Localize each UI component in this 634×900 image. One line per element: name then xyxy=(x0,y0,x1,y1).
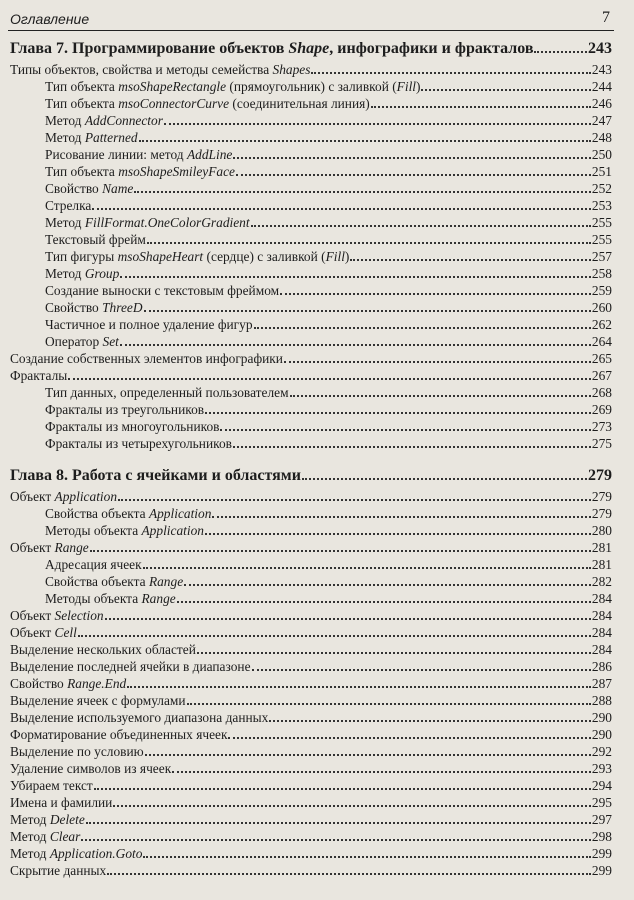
chapter-heading xyxy=(10,467,612,489)
entry-title xyxy=(10,489,117,505)
entry-title xyxy=(10,693,186,709)
dot-leader xyxy=(143,856,590,858)
title-part: Range xyxy=(54,540,89,555)
toc-entry xyxy=(10,608,612,625)
title-part: Shapes xyxy=(272,62,311,77)
dot-leader xyxy=(233,446,591,448)
page-ref: 281 xyxy=(591,540,612,555)
dot-leader xyxy=(252,669,591,671)
toc-entry xyxy=(10,368,612,385)
toc-entry xyxy=(10,351,612,368)
title-part: Метод xyxy=(45,113,85,128)
toc-entry xyxy=(10,130,612,147)
title-part: Глава 8. Работа с ячейками и областями xyxy=(10,467,301,484)
dot-leader xyxy=(254,327,591,329)
toc-entry xyxy=(10,266,612,283)
toc-entry xyxy=(10,591,612,608)
title-part: Range xyxy=(148,574,184,589)
dot-leader xyxy=(184,584,591,586)
running-head: Оглавление xyxy=(10,11,90,27)
dot-leader xyxy=(290,395,591,397)
toc-entry xyxy=(10,506,612,523)
entry-title xyxy=(45,591,176,607)
dot-leader xyxy=(144,310,591,312)
entry-title xyxy=(10,863,106,879)
toc-entry xyxy=(10,317,612,334)
toc-entry xyxy=(10,744,612,761)
dot-leader xyxy=(94,788,591,790)
toc-entry xyxy=(10,863,612,880)
toc-entry xyxy=(10,557,612,574)
entry-title xyxy=(45,402,204,418)
title-part: Адресация ячеек xyxy=(45,557,142,572)
title-part: Метод xyxy=(45,215,85,230)
title-part: msoShapeRectangle xyxy=(118,79,227,94)
title-part: Скрытие данных xyxy=(10,863,107,878)
title-part: ) xyxy=(416,79,421,94)
dot-leader xyxy=(233,157,591,159)
title-part: Метод xyxy=(10,812,50,827)
dot-leader xyxy=(220,429,590,431)
title-part: Тип объекта xyxy=(45,96,119,111)
entry-title xyxy=(10,608,104,624)
title-part: Метод xyxy=(45,266,85,281)
page-ref: 279 xyxy=(588,467,612,484)
entry-title xyxy=(45,283,279,299)
entry-title xyxy=(45,164,235,180)
dot-leader xyxy=(68,378,591,380)
page-ref: 295 xyxy=(591,795,612,810)
entry-title xyxy=(45,198,91,214)
toc-entry xyxy=(10,676,612,693)
dot-leader xyxy=(534,51,587,53)
page-ref: 264 xyxy=(591,334,612,349)
dot-leader xyxy=(284,361,591,363)
title-part: Методы объекта xyxy=(45,591,142,606)
dot-leader xyxy=(172,771,591,773)
entry-title xyxy=(10,676,126,692)
toc-entry xyxy=(10,710,612,727)
entry-title xyxy=(10,659,251,675)
chapter-heading xyxy=(10,40,612,62)
page-ref: 279 xyxy=(591,489,612,504)
title-part: Частичное и полное удаление фигур xyxy=(45,317,253,332)
page-ref: 259 xyxy=(591,283,612,298)
title-part: Объект xyxy=(10,625,55,640)
toc-entry xyxy=(10,198,612,215)
title-part: Оператор xyxy=(45,334,103,349)
title-part: ) xyxy=(344,249,350,264)
title-part: FillFormat.OneColorGradient xyxy=(84,215,250,230)
entry-title xyxy=(45,249,349,265)
toc-entry xyxy=(10,385,612,402)
dot-leader xyxy=(118,499,591,501)
title-part: Выделение используемого диапазона данных xyxy=(10,710,269,725)
page-ref: 299 xyxy=(591,846,612,861)
dot-leader xyxy=(371,106,591,108)
page-ref: 284 xyxy=(591,608,612,623)
page-ref: 298 xyxy=(591,829,612,844)
page-ref: 255 xyxy=(591,215,612,230)
toc-entry xyxy=(10,659,612,676)
dot-leader xyxy=(90,550,591,552)
toc-entry xyxy=(10,436,612,453)
title-part: Фракталы xyxy=(10,368,68,383)
dot-leader xyxy=(187,703,591,705)
title-part: Типы объектов, свойства и методы семейства xyxy=(10,62,273,77)
title-part: (прямоугольник) с заливкой ( xyxy=(226,79,397,94)
dot-leader xyxy=(177,601,591,603)
dot-leader xyxy=(205,412,591,414)
entry-title xyxy=(45,436,232,452)
title-part: Application xyxy=(54,489,118,504)
dot-leader xyxy=(81,839,591,841)
title-part: Application xyxy=(148,506,212,521)
dot-leader xyxy=(228,737,590,739)
entry-title xyxy=(45,96,370,112)
toc-entry xyxy=(10,215,612,232)
title-part: msoShapeSmileyFace xyxy=(118,164,235,179)
toc-entry xyxy=(10,795,612,812)
toc-entry xyxy=(10,523,612,540)
entry-title xyxy=(45,147,232,163)
entry-title xyxy=(10,467,301,485)
entry-title xyxy=(10,727,227,743)
dot-leader xyxy=(164,123,591,125)
entry-title xyxy=(45,385,289,401)
title-part: AddConnector xyxy=(84,113,163,128)
title-part: Глава 7. Программирование объектов xyxy=(10,40,289,57)
toc-entry xyxy=(10,402,612,419)
title-part: Свойства объекта xyxy=(45,574,149,589)
title-part: Range xyxy=(141,591,176,606)
page-ref: 293 xyxy=(591,761,612,776)
title-part: Фракталы из многоугольников xyxy=(45,419,220,434)
toc-entry xyxy=(10,778,612,795)
title-part: msoShapeHeart xyxy=(117,249,204,264)
toc-entry xyxy=(10,540,612,557)
dot-leader xyxy=(127,686,591,688)
title-part: Создание выноски с текстовым фреймом xyxy=(45,283,280,298)
title-part: Объект xyxy=(10,540,55,555)
page-ref: 268 xyxy=(591,385,612,400)
toc-entry xyxy=(10,625,612,642)
entry-title xyxy=(10,40,533,58)
entry-title xyxy=(45,419,219,435)
entry-title xyxy=(10,812,85,828)
title-part: Name xyxy=(102,181,134,196)
entry-title xyxy=(10,795,112,811)
title-part: msoConnectorCurve xyxy=(118,96,230,111)
title-part: Тип объекта xyxy=(45,164,119,179)
title-part: Свойство xyxy=(10,676,68,691)
title-part: Рисование линии: метод xyxy=(45,147,187,162)
title-part: (соединительная линия) xyxy=(229,96,370,111)
dot-leader xyxy=(78,635,591,637)
page-ref: 267 xyxy=(591,368,612,383)
title-part: Создание собственных элементов инфографики xyxy=(10,351,283,366)
title-part: Выделение последней ячейки в диапазоне xyxy=(10,659,251,674)
page-ref: 275 xyxy=(591,436,612,451)
page-ref: 299 xyxy=(591,863,612,878)
dot-leader xyxy=(143,567,591,569)
page-ref: 279 xyxy=(591,506,612,521)
entry-title xyxy=(45,266,119,282)
toc-entry xyxy=(10,727,612,744)
page-ref: 243 xyxy=(591,62,612,77)
toc-entry xyxy=(10,113,612,130)
page-ref: 287 xyxy=(591,676,612,691)
page-number: 7 xyxy=(602,9,610,26)
dot-leader xyxy=(205,533,591,535)
dot-leader xyxy=(113,805,591,807)
page-ref: 294 xyxy=(591,778,612,793)
toc-entry xyxy=(10,181,612,198)
title-part: Тип фигуры xyxy=(45,249,118,264)
dot-leader xyxy=(107,873,591,875)
title-part: Фракталы из четырехугольников xyxy=(45,436,232,451)
entry-title xyxy=(10,778,93,794)
dot-leader xyxy=(92,208,591,210)
entry-title xyxy=(45,181,133,197)
entry-title xyxy=(45,300,143,316)
page-header xyxy=(8,8,614,31)
toc-entry xyxy=(10,300,612,317)
title-part: Свойство xyxy=(45,181,103,196)
entry-title xyxy=(10,62,310,78)
toc-entry xyxy=(10,232,612,249)
page-ref: 284 xyxy=(591,642,612,657)
title-part: Убираем текст xyxy=(10,778,93,793)
dot-leader xyxy=(134,191,591,193)
title-part: Shape xyxy=(288,40,330,57)
page-ref: 248 xyxy=(591,130,612,145)
title-part: Свойство xyxy=(45,300,103,315)
title-part: Объект xyxy=(10,608,55,623)
title-part: Удаление символов из ячеек xyxy=(10,761,172,776)
title-part: Выделение ячеек с формулами xyxy=(10,693,186,708)
toc-entry xyxy=(10,147,612,164)
title-part: Range.End xyxy=(67,676,127,691)
dot-leader xyxy=(120,344,591,346)
dot-leader xyxy=(197,652,591,654)
title-part: (сердце) с заливкой ( xyxy=(203,249,326,264)
title-part: Selection xyxy=(54,608,104,623)
title-part: Cell xyxy=(54,625,77,640)
title-part: Fill xyxy=(396,79,417,94)
page-ref: 288 xyxy=(591,693,612,708)
toc-entry xyxy=(10,62,612,79)
page-ref: 251 xyxy=(591,164,612,179)
page-ref: 244 xyxy=(591,79,612,94)
page-ref: 262 xyxy=(591,317,612,332)
page-ref: 280 xyxy=(591,523,612,538)
page-ref: 253 xyxy=(591,198,612,213)
entry-title xyxy=(10,625,77,641)
entry-title xyxy=(45,215,250,231)
toc-entry xyxy=(10,829,612,846)
toc-entry xyxy=(10,574,612,591)
entry-title xyxy=(45,113,163,129)
entry-title xyxy=(10,710,268,726)
dot-leader xyxy=(120,276,591,278)
entry-title xyxy=(10,744,144,760)
page-ref: 284 xyxy=(591,591,612,606)
toc-entry xyxy=(10,761,612,778)
toc-entry xyxy=(10,812,612,829)
dot-leader xyxy=(350,259,591,261)
toc-entry xyxy=(10,249,612,266)
title-part: Set xyxy=(102,334,119,349)
toc-entry xyxy=(10,489,612,506)
title-part: Fill xyxy=(325,249,345,264)
entry-title xyxy=(10,351,283,367)
entry-title xyxy=(45,523,204,539)
dot-leader xyxy=(147,242,591,244)
entry-title xyxy=(45,130,138,146)
title-part: Стрелка xyxy=(45,198,92,213)
title-part: Application.Goto xyxy=(49,846,143,861)
page-ref: 290 xyxy=(591,727,612,742)
entry-title xyxy=(10,368,67,384)
title-part: Метод xyxy=(45,130,85,145)
entry-title xyxy=(45,317,253,333)
dot-leader xyxy=(139,140,591,142)
toc-entry xyxy=(10,642,612,659)
title-part: Методы объекта xyxy=(45,523,142,538)
page-ref: 247 xyxy=(591,113,612,128)
page-ref: 257 xyxy=(591,249,612,264)
title-part: ThreeD xyxy=(102,300,143,315)
page-ref: 265 xyxy=(591,351,612,366)
title-part: Метод xyxy=(10,829,50,844)
page-ref: 290 xyxy=(591,710,612,725)
title-part: Group xyxy=(84,266,120,281)
dot-leader xyxy=(280,293,591,295)
title-part: Clear xyxy=(49,829,81,844)
title-part: AddLine xyxy=(186,147,233,162)
page-ref: 269 xyxy=(591,402,612,417)
dot-leader xyxy=(212,516,590,518)
toc-entry xyxy=(10,693,612,710)
title-part: Свойства объекта xyxy=(45,506,149,521)
entry-title xyxy=(10,642,196,658)
title-part: Application xyxy=(141,523,204,538)
page-ref: 246 xyxy=(591,96,612,111)
page-ref: 258 xyxy=(591,266,612,281)
dot-leader xyxy=(251,225,591,227)
title-part: Выделение по условию xyxy=(10,744,144,759)
page-ref: 282 xyxy=(591,574,612,589)
title-part: Patterned xyxy=(84,130,138,145)
toc-entry xyxy=(10,283,612,300)
entry-title xyxy=(45,334,119,350)
page-ref: 255 xyxy=(591,232,612,247)
dot-leader xyxy=(236,174,591,176)
dot-leader xyxy=(311,72,590,74)
toc-entry xyxy=(10,419,612,436)
title-part: Объект xyxy=(10,489,55,504)
dot-leader xyxy=(421,89,590,91)
page-ref: 284 xyxy=(591,625,612,640)
page-ref: 286 xyxy=(591,659,612,674)
entry-title xyxy=(45,232,146,248)
title-part: Выделение нескольких областей xyxy=(10,642,196,657)
entry-title xyxy=(10,846,142,862)
entry-title xyxy=(45,557,142,573)
title-part: Текстовый фрейм xyxy=(45,232,146,247)
page-ref: 292 xyxy=(591,744,612,759)
entry-title xyxy=(45,506,211,522)
entry-title xyxy=(10,540,89,556)
table-of-contents xyxy=(10,40,612,880)
title-part: Тип данных, определенный пользователем xyxy=(45,385,289,400)
toc-entry xyxy=(10,334,612,351)
page-ref: 281 xyxy=(591,557,612,572)
toc-entry xyxy=(10,164,612,181)
dot-leader xyxy=(302,478,587,480)
page-ref: 273 xyxy=(591,419,612,434)
dot-leader xyxy=(105,618,591,620)
title-part: , инфографики и фракталов xyxy=(329,40,534,57)
entry-title xyxy=(10,761,171,777)
page-ref: 243 xyxy=(588,40,612,57)
page-ref: 250 xyxy=(591,147,612,162)
dot-leader xyxy=(145,754,591,756)
dot-leader xyxy=(86,822,591,824)
title-part: Имена и фамилии xyxy=(10,795,113,810)
title-part: Delete xyxy=(49,812,85,827)
title-part: Фракталы из треугольников xyxy=(45,402,205,417)
entry-title xyxy=(45,79,420,95)
entry-title xyxy=(10,829,80,845)
entry-title xyxy=(45,574,183,590)
toc-entry xyxy=(10,96,612,113)
page-ref: 260 xyxy=(591,300,612,315)
page-ref: 297 xyxy=(591,812,612,827)
title-part: Метод xyxy=(10,846,50,861)
toc-entry xyxy=(10,846,612,863)
title-part: Тип объекта xyxy=(45,79,119,94)
title-part: Форматирование объединенных ячеек xyxy=(10,727,228,742)
dot-leader xyxy=(269,720,591,722)
toc-entry xyxy=(10,79,612,96)
page-ref: 252 xyxy=(591,181,612,196)
